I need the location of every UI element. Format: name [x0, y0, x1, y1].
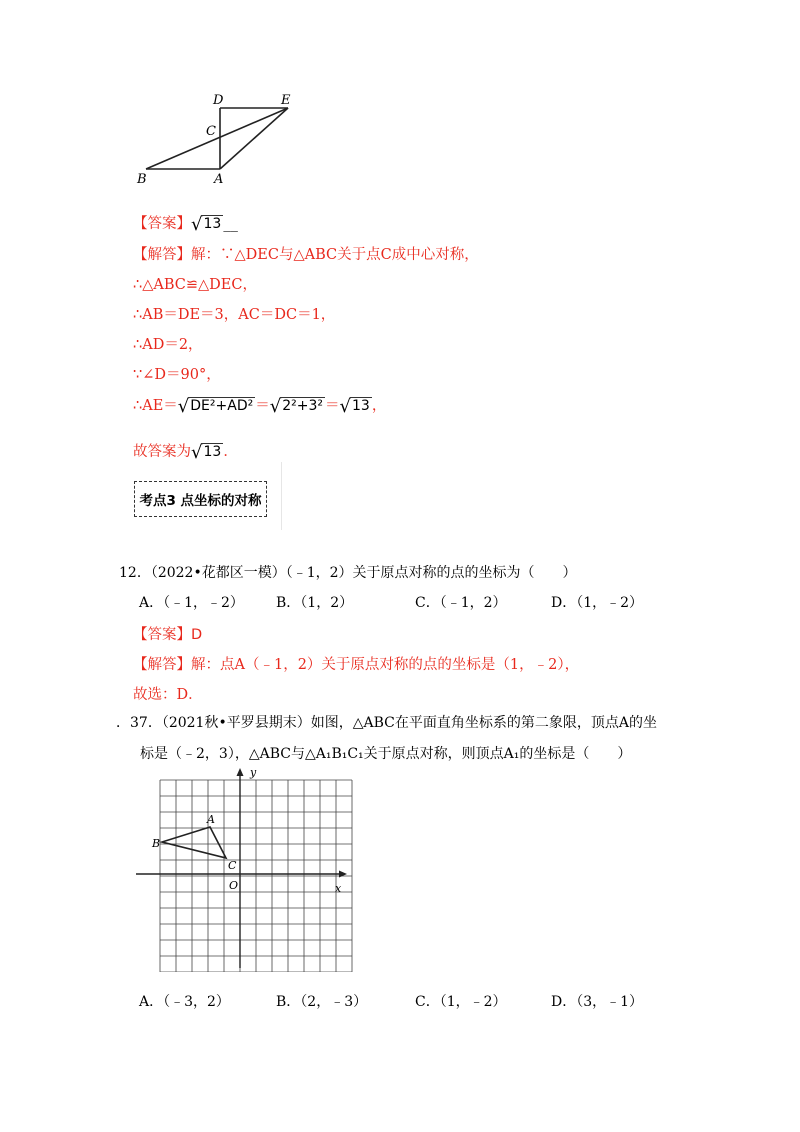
- q12-solution-label: 【解答】: [133, 657, 191, 673]
- label-A: A: [214, 172, 224, 185]
- q12-solution-line: [133, 653, 579, 674]
- triangle-ABC: [162, 827, 226, 858]
- q37-stem-line-2: 标是（﹣2，3），△ABC与△A₁B₁C₁关于原点对称，则顶点A₁的坐标是（ ）: [140, 746, 632, 762]
- label-E: E: [281, 93, 291, 108]
- q37-option-d: D．（3，﹣1）: [551, 994, 644, 1010]
- label-B: B: [137, 172, 147, 185]
- answer-label: 【答案】: [133, 216, 191, 232]
- sqrt-13: √13: [339, 396, 370, 417]
- answer-blank: __: [223, 216, 238, 232]
- q12-option-b: B．（1，2）: [276, 595, 354, 611]
- final-value: 13: [203, 444, 222, 460]
- ae-tail: ，: [371, 398, 387, 414]
- radicand-3: 13: [351, 398, 370, 414]
- answer-line: [133, 212, 238, 235]
- equals-2: ＝: [325, 398, 340, 414]
- q12-answer-value: D: [191, 627, 203, 643]
- final-answer-line: [133, 440, 238, 463]
- segment-AE: [220, 108, 288, 169]
- figure-quadrilateral: [130, 90, 310, 185]
- sqrt-final: √13: [191, 442, 222, 463]
- solution-label: 【解答】: [133, 247, 191, 263]
- label-y: y: [250, 766, 257, 779]
- q12-option-c: C．（﹣1，2）: [415, 595, 507, 611]
- label-A: A: [207, 813, 215, 826]
- ae-prefix: ∴AE＝: [133, 398, 178, 414]
- final-tail: ．: [223, 444, 238, 460]
- q12-conclusion: 故选：D．: [133, 687, 203, 703]
- q12-option-a: A．（﹣1，﹣2）: [139, 595, 244, 611]
- solution-line-2: ∴△ABC≌△DEC，: [133, 277, 257, 293]
- solution-line-4: ∴AD＝2，: [133, 337, 203, 353]
- radicand-2: 2²+3²: [282, 398, 323, 414]
- q37-stem-line-1: ．37．（2021秋•平罗县期末）如图，△ABC在平面直角坐标系的第二象限，顶点A的坐: [116, 715, 657, 731]
- q37-option-a: A．（﹣3，2）: [139, 994, 230, 1010]
- label-C: C: [228, 859, 237, 872]
- label-B: B: [152, 837, 161, 850]
- sqrt-de-ad: √DE²+AD²: [177, 396, 254, 417]
- label-D: D: [213, 93, 224, 108]
- q12-answer-label: 【答案】: [133, 627, 191, 643]
- divider-line: [281, 462, 282, 530]
- label-x: x: [335, 882, 342, 895]
- q12-option-d: D．（1，﹣2）: [551, 595, 644, 611]
- q37-option-c: C．（1，﹣2）: [415, 994, 507, 1010]
- figure-coordinate-grid: [130, 762, 360, 972]
- q12-solution-text: 解：点A（﹣1，2）关于原点对称的点的坐标是（1，﹣2），: [191, 657, 580, 673]
- solution-text-1: 解：∵△DEC与△ABC关于点C成中心对称，: [191, 247, 479, 263]
- q37-option-b: B．（2，﹣3）: [276, 994, 368, 1010]
- final-prefix: 故答案为: [133, 444, 191, 460]
- sqrt-answer: √13: [191, 214, 222, 235]
- section-title: 考点3 点坐标的对称: [139, 493, 262, 509]
- solution-line-5: ∵∠D＝90°，: [133, 367, 221, 383]
- label-C: C: [206, 124, 216, 139]
- label-O: O: [229, 879, 239, 892]
- solution-line-1: [133, 243, 479, 264]
- answer-value: 13: [203, 216, 222, 232]
- q12-answer-line: [133, 623, 202, 644]
- y-axis-arrow: [237, 768, 244, 776]
- equals-1: ＝: [255, 398, 270, 414]
- section-heading-box: [134, 481, 267, 517]
- sqrt-2-3: √2²+3²: [269, 396, 323, 417]
- solution-line-6: [133, 394, 386, 417]
- x-axis-arrow: [339, 871, 347, 878]
- radicand-1: DE²+AD²: [190, 398, 254, 414]
- q12-stem: 12．（2022•花都区一模）（﹣1，2）关于原点对称的点的坐标为（ ）: [119, 565, 577, 581]
- segment-BE: [146, 108, 288, 169]
- solution-line-3: ∴AB＝DE＝3，AC＝DC＝1，: [133, 307, 336, 323]
